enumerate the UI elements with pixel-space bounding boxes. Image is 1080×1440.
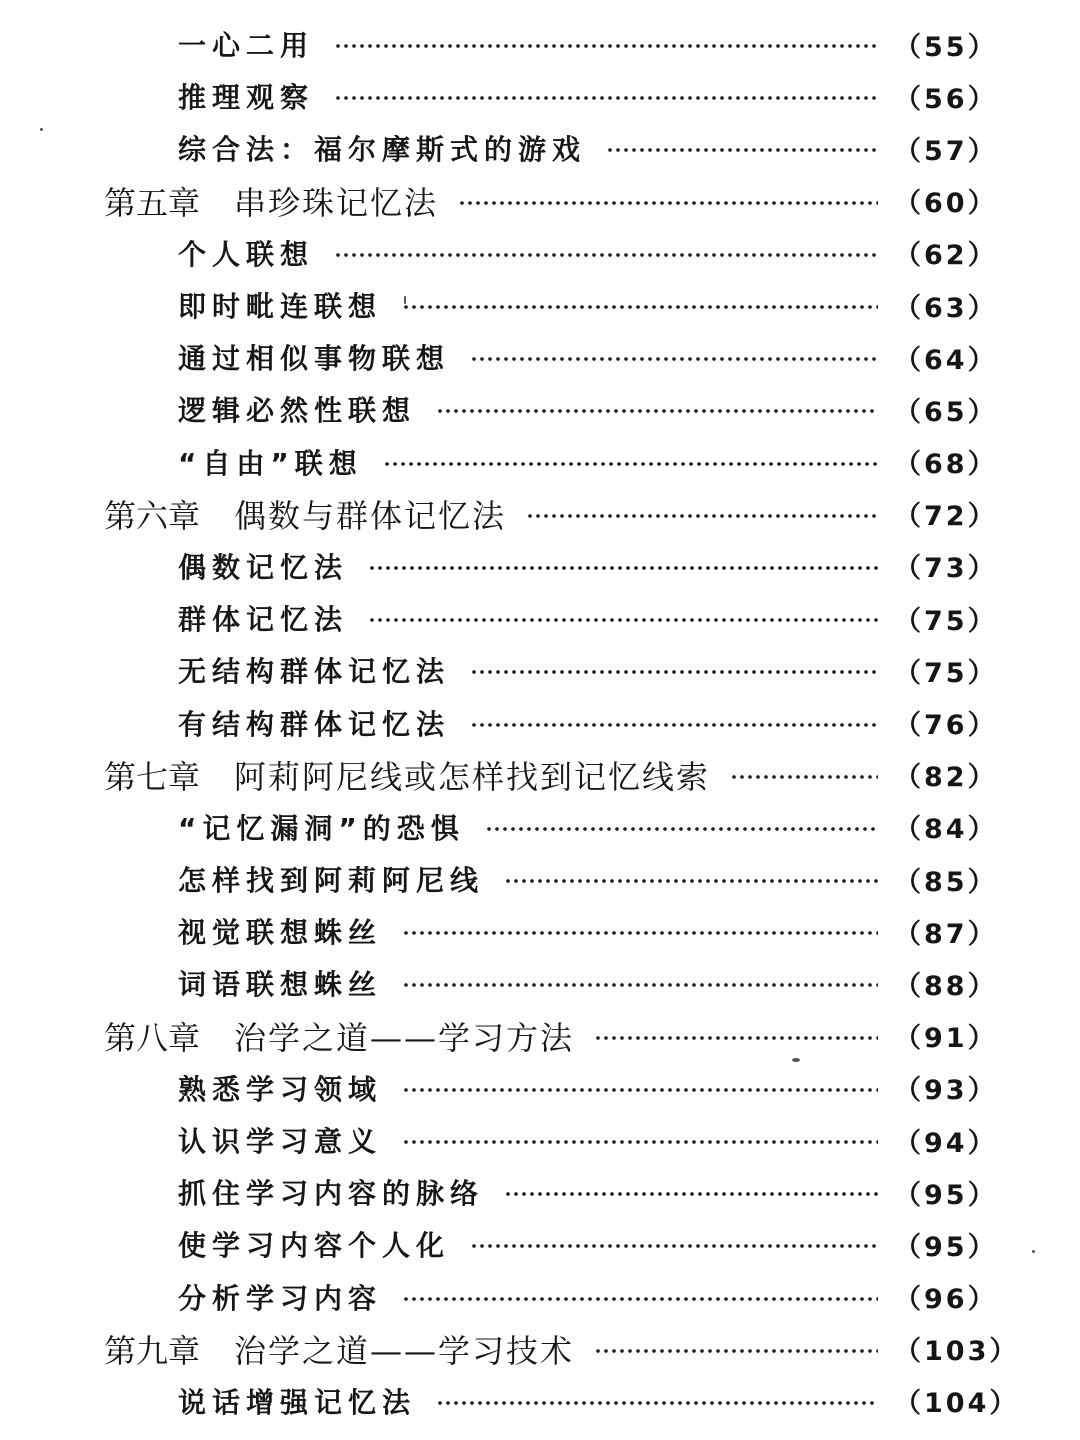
chapter-heading	[104, 491, 506, 537]
chapter-title: 治学之道——学习技术	[234, 1331, 575, 1370]
page-number: （95）	[894, 1231, 998, 1263]
dot-leader	[470, 1243, 878, 1249]
toc-section-entry	[0, 1375, 1080, 1427]
page-number: （84）	[894, 814, 998, 846]
page-number: （76）	[894, 710, 998, 742]
toc-section-entry	[0, 801, 1080, 853]
page-number: （85）	[894, 866, 998, 898]
chapter-number: 第九章	[104, 1331, 201, 1370]
chapter-heading	[104, 1013, 574, 1059]
section-title: 逻辑必然性联想	[178, 394, 417, 428]
page-number: （94）	[894, 1127, 998, 1159]
dot-leader	[485, 826, 878, 832]
section-title: 偶数记忆法	[178, 550, 349, 584]
section-title: 词语联想蛛丝	[178, 968, 383, 1002]
dot-leader	[730, 774, 878, 780]
section-title: 群体记忆法	[178, 603, 349, 637]
page-number: （103）	[894, 1336, 1020, 1368]
chapter-number: 第八章	[104, 1018, 201, 1057]
section-title: 使学习内容个人化	[178, 1229, 451, 1263]
section-title: 说话增强记忆法	[178, 1385, 417, 1419]
dot-leader	[504, 878, 878, 884]
chapter-title: 阿莉阿尼线或怎样找到记忆线索	[234, 757, 711, 796]
dot-leader	[334, 252, 878, 258]
page-number: （73）	[894, 553, 998, 585]
toc-section-entry	[0, 592, 1080, 644]
toc-section-entry	[0, 696, 1080, 748]
section-title: 综合法：福尔摩斯式的游戏	[178, 133, 587, 167]
section-title: 认识学习意义	[178, 1125, 383, 1159]
chapter-heading	[104, 178, 438, 224]
page-number: （93）	[894, 1075, 998, 1107]
page-number: （56）	[894, 83, 998, 115]
toc-chapter-entry	[0, 175, 1080, 227]
section-title: 推理观察	[178, 81, 315, 115]
chapter-heading	[104, 752, 710, 798]
section-title: “记忆漏洞”的恐惧	[178, 811, 465, 845]
dot-leader	[436, 1400, 878, 1406]
toc-section-entry	[0, 957, 1080, 1009]
page-number: （62）	[894, 240, 998, 272]
toc-chapter-entry	[0, 1010, 1080, 1062]
toc-chapter-entry	[0, 1323, 1080, 1375]
dot-leader	[368, 565, 878, 571]
dot-leader	[526, 513, 878, 519]
section-title: 个人联想	[178, 237, 315, 271]
dot-leader	[470, 722, 878, 728]
section-title: 即时毗连联想	[178, 290, 383, 324]
page-number: （96）	[894, 1284, 998, 1316]
page-number: （87）	[894, 918, 998, 950]
section-title: 一心二用	[178, 29, 315, 63]
dot-leader	[470, 356, 878, 362]
dot-leader	[594, 1348, 878, 1354]
toc-chapter-entry	[0, 749, 1080, 801]
page-number: （63）	[894, 292, 998, 324]
section-title: 分析学习内容	[178, 1281, 383, 1315]
chapter-heading	[104, 1326, 574, 1372]
toc-section-entry	[0, 70, 1080, 122]
dot-leader	[402, 930, 878, 936]
dot-leader	[436, 408, 878, 414]
chapter-title: 偶数与群体记忆法	[234, 496, 507, 535]
toc-section-entry	[0, 383, 1080, 435]
chapter-title: 治学之道——学习方法	[234, 1018, 575, 1057]
dot-leader	[402, 1296, 878, 1302]
print-speck	[1032, 1250, 1035, 1253]
page-number: （82）	[894, 762, 998, 794]
dot-leader	[402, 304, 878, 310]
chapter-title: 串珍珠记忆法	[234, 183, 439, 222]
toc-section-entry	[0, 1218, 1080, 1270]
section-title: 怎样找到阿莉阿尼线	[178, 864, 485, 898]
dot-leader	[402, 982, 878, 988]
toc-section-entry	[0, 1114, 1080, 1166]
toc-chapter-entry	[0, 488, 1080, 540]
page-number: （104）	[894, 1388, 1020, 1420]
toc-section-entry	[0, 279, 1080, 331]
page-number: （64）	[894, 344, 998, 376]
toc-section-entry	[0, 227, 1080, 279]
dot-leader	[368, 617, 878, 623]
toc-section-entry	[0, 331, 1080, 383]
print-speck	[792, 1058, 800, 1062]
section-title: 有结构群体记忆法	[178, 707, 451, 741]
section-title: 熟悉学习领域	[178, 1072, 383, 1106]
table-of-contents	[0, 18, 1080, 1427]
dot-leader	[606, 147, 878, 153]
section-title: 无结构群体记忆法	[178, 655, 451, 689]
toc-section-entry	[0, 436, 1080, 488]
dot-leader	[402, 1087, 878, 1093]
page-number: （60）	[894, 188, 998, 220]
toc-section-entry	[0, 1271, 1080, 1323]
page-number: （65）	[894, 396, 998, 428]
dot-leader	[504, 1191, 878, 1197]
chapter-number: 第七章	[104, 757, 201, 796]
toc-section-entry	[0, 1062, 1080, 1114]
section-title: 通过相似事物联想	[178, 342, 451, 376]
print-speck	[404, 296, 406, 304]
page-number: （91）	[894, 1023, 998, 1055]
dot-leader	[470, 669, 878, 675]
chapter-number: 第六章	[104, 496, 201, 535]
toc-section-entry	[0, 905, 1080, 957]
page-number: （57）	[894, 135, 998, 167]
page-number: （72）	[894, 501, 998, 533]
page-number: （55）	[894, 31, 998, 63]
toc-section-entry	[0, 18, 1080, 70]
section-title: 抓住学习内容的脉络	[178, 1177, 485, 1211]
chapter-number: 第五章	[104, 183, 201, 222]
toc-section-entry	[0, 540, 1080, 592]
toc-section-entry	[0, 122, 1080, 174]
page-number: （88）	[894, 970, 998, 1002]
page-number: （75）	[894, 657, 998, 689]
dot-leader	[334, 95, 878, 101]
page-number: （95）	[894, 1179, 998, 1211]
toc-section-entry	[0, 853, 1080, 905]
print-speck	[40, 128, 43, 131]
dot-leader	[334, 43, 878, 49]
dot-leader	[458, 200, 878, 206]
section-title: “自由”联想	[178, 446, 363, 480]
dot-leader	[402, 1139, 878, 1145]
toc-section-entry	[0, 1166, 1080, 1218]
dot-leader	[383, 461, 878, 467]
dot-leader	[594, 1035, 878, 1041]
section-title: 视觉联想蛛丝	[178, 916, 383, 950]
page-number: （75）	[894, 605, 998, 637]
toc-section-entry	[0, 644, 1080, 696]
page-number: （68）	[894, 449, 998, 481]
